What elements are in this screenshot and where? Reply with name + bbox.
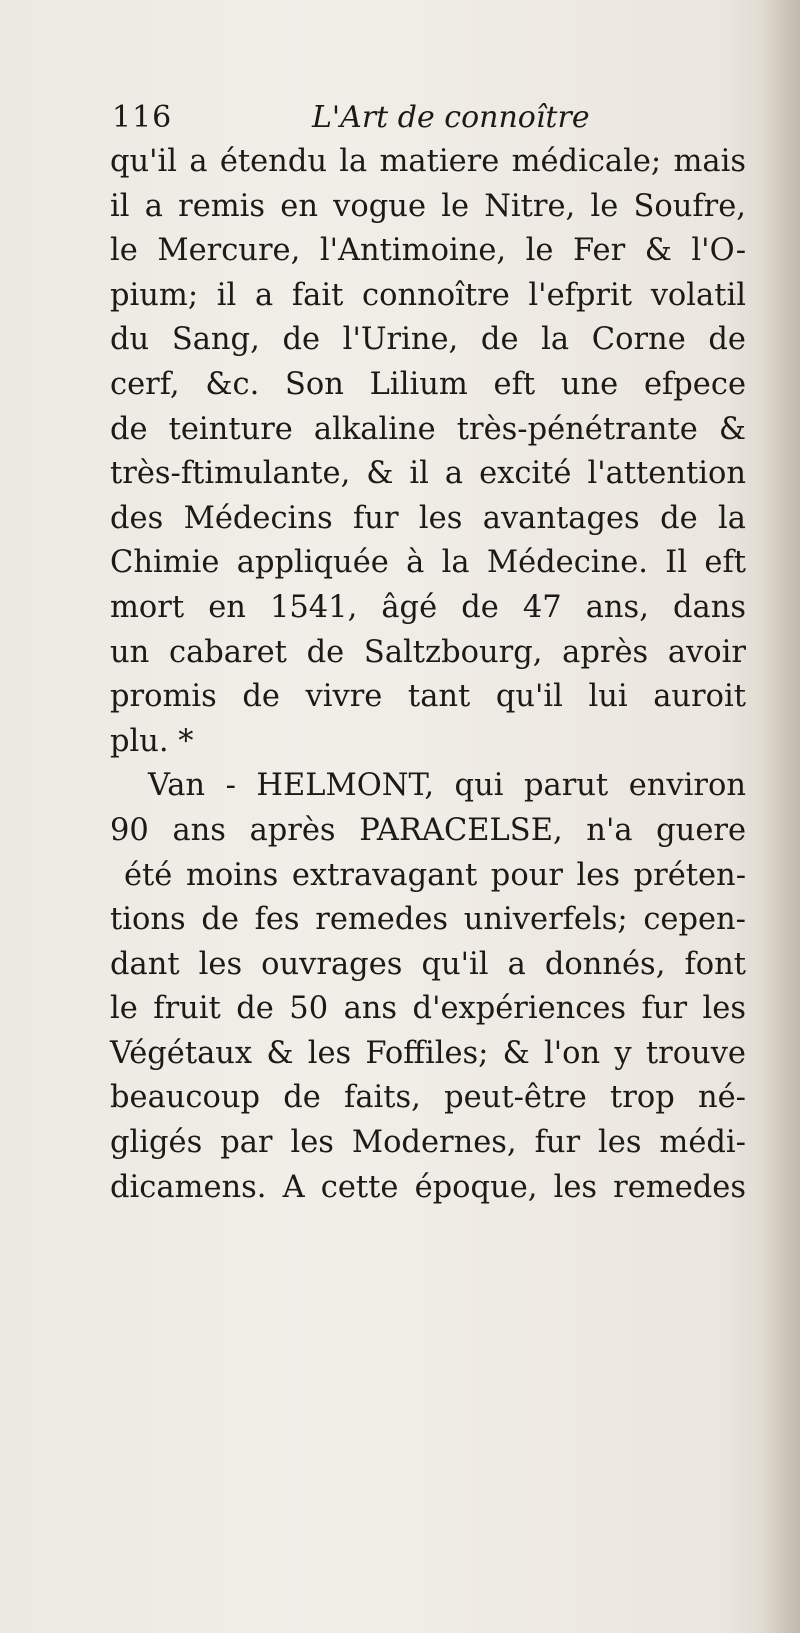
text-line: Chimie appliquée à la Médecine. Il eft xyxy=(110,545,746,581)
text-line: tions de fes remedes univerfels; cepen- xyxy=(110,902,746,938)
text-line: de teinture alkaline très-pénétrante & xyxy=(110,411,746,447)
text-line: gligés par les Modernes, fur les médi- xyxy=(110,1125,746,1161)
text-line: cerf, &c. Son Lilium eft une efpece xyxy=(110,366,746,402)
running-title: L'Art de connoître xyxy=(312,100,590,135)
text-line: Van - HELMONT, qui parut environ xyxy=(148,768,746,804)
text-line: très-ftimulante, & il a excité l'attention xyxy=(110,456,746,492)
text-line: pium; il a fait connoître l'efprit volatil xyxy=(110,277,746,313)
text-line: Végétaux & les Foffiles; & l'on y trouve xyxy=(110,1035,746,1071)
text-line: 90 ans après PARACELSE, n'a guere xyxy=(110,812,746,848)
text-body xyxy=(110,140,770,1210)
text-line: il a remis en vogue le Nitre, le Soufre, xyxy=(110,188,746,224)
text-line: promis de vivre tant qu'il lui auroit xyxy=(110,679,746,715)
text-line: du Sang, de l'Urine, de la Corne de xyxy=(110,322,746,358)
text-line: été moins extravagant pour les préten- xyxy=(124,857,746,893)
text-line: le fruit de 50 ans d'expériences fur les xyxy=(110,991,746,1027)
text-line: un cabaret de Saltzbourg, après avoir xyxy=(110,634,746,670)
text-line: plu. * xyxy=(110,723,194,759)
text-line: beaucoup de faits, peut-être trop né- xyxy=(110,1080,746,1116)
text-line: dant les ouvrages qu'il a donnés, font xyxy=(110,946,746,982)
text-line: dicamens. A cette époque, les remedes xyxy=(110,1169,746,1205)
text-line: des Médecins fur les avantages de la xyxy=(110,500,746,536)
text-line: qu'il a étendu la matiere médicale; mais xyxy=(110,144,746,179)
text-line: le Mercure, l'Antimoine, le Fer & l'O- xyxy=(110,233,746,269)
running-head xyxy=(112,98,672,138)
page-number: 116 xyxy=(112,100,173,135)
text-line: mort en 1541, âgé de 47 ans, dans xyxy=(110,589,746,625)
